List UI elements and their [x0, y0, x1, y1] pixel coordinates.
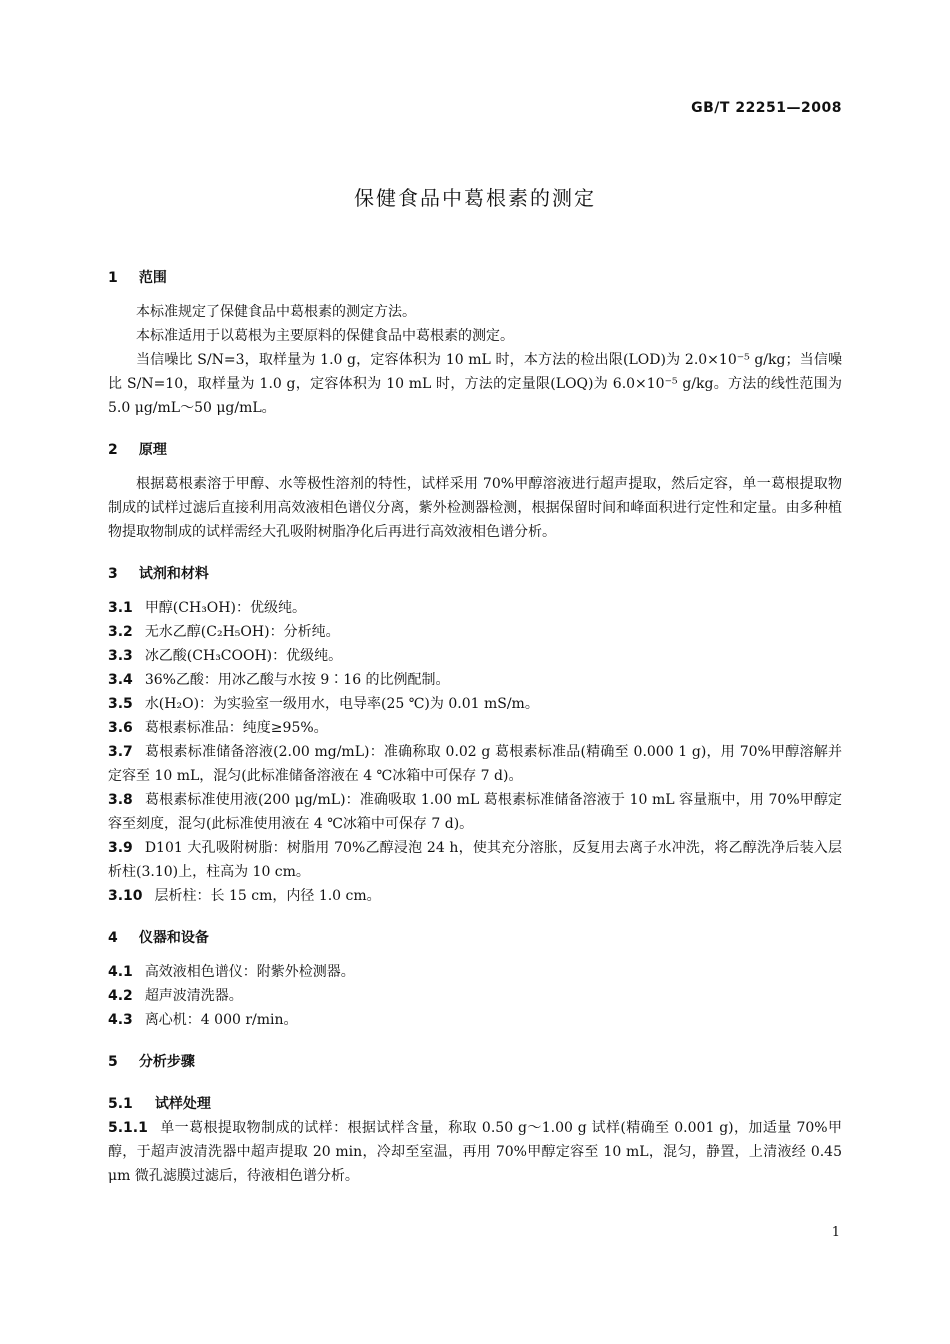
list-item	[108, 620, 842, 644]
item-number: 3.5	[108, 696, 133, 712]
item-number: 3.3	[108, 648, 133, 664]
item-text: 单一葛根提取物制成的试样：根据试样含量，称取 0.50 g～1.00 g 试样(精确至 0.001 g)，加适量 70%甲醇，于超声波清洗器中超声提取 20 min，冷却至室温，再用 70%甲醇定容至 10 mL，混匀，静置，上清液经 0.45 μm 微孔滤膜过滤后，待液相色谱分析。	[108, 1120, 842, 1184]
list-item	[108, 716, 842, 740]
section-heading-procedure	[108, 1050, 842, 1074]
page-title: 保健食品中葛根素的测定	[354, 186, 596, 210]
item-number: 4.2	[108, 988, 133, 1004]
list-item	[108, 596, 842, 620]
subsection-heading	[108, 1092, 842, 1116]
item-number: 3.9	[108, 840, 133, 856]
standard-code: GB/T 22251—2008	[691, 100, 842, 116]
item-text: 葛根素标准储备溶液(2.00 mg/mL)：准确称取 0.02 g 葛根素标准品(精确至 0.000 1 g)，用 70%甲醇溶解并定容至 10 mL，混匀(此标准储备溶液在 4 ℃冰箱中可保存 7 d)。	[108, 744, 842, 784]
item-number: 3.4	[108, 672, 133, 688]
item-number: 3.8	[108, 792, 133, 808]
section-title: 原理	[138, 442, 167, 458]
item-text: 36%乙酸：用冰乙酸与水按 9∶16 的比例配制。	[144, 672, 450, 688]
item-text: 葛根素标准使用液(200 μg/mL)：准确吸取 1.00 mL 葛根素标准储备溶液于 10 mL 容量瓶中，用 70%甲醇定容至刻度，混匀(此标准使用液在 4 ℃冰箱中可保存 7 d)。	[108, 792, 842, 832]
section-number: 3	[108, 566, 118, 582]
item-text: 超声波清洗器。	[144, 988, 243, 1004]
item-text: 无水乙醇(C₂H₅OH)：分析纯。	[144, 624, 340, 640]
item-number: 4.1	[108, 964, 133, 980]
list-item	[108, 836, 842, 884]
list-item	[108, 984, 842, 1008]
list-item	[108, 692, 842, 716]
section-title: 试剂和材料	[138, 566, 209, 582]
section-number: 2	[108, 442, 118, 458]
section-heading-reagents	[108, 562, 842, 586]
list-item	[108, 644, 842, 668]
list-item	[108, 1008, 842, 1032]
item-text: D101 大孔吸附树脂：树脂用 70%乙醇浸泡 24 h，使其充分溶胀，反复用去离子水冲洗，将乙醇洗净后装入层析柱(3.10)上，柱高为 10 cm。	[108, 840, 842, 880]
item-number: 3.7	[108, 744, 133, 760]
page-number: 1	[831, 1225, 840, 1240]
item-text: 冰乙酸(CH₃COOH)：优级纯。	[144, 648, 343, 664]
subsection-title: 试样处理	[154, 1096, 211, 1112]
item-number: 3.6	[108, 720, 133, 736]
section-heading-principle	[108, 438, 842, 462]
list-item	[108, 788, 842, 836]
list-item	[108, 1116, 842, 1188]
paragraph: 本标准适用于以葛根为主要原料的保健食品中葛根素的测定。	[136, 328, 514, 344]
section-heading-apparatus	[108, 926, 842, 950]
item-text: 高效液相色谱仪：附紫外检测器。	[144, 964, 355, 980]
item-text: 离心机：4 000 r/min。	[144, 1012, 298, 1028]
item-number: 3.2	[108, 624, 133, 640]
item-text: 层析柱：长 15 cm，内径 1.0 cm。	[154, 888, 381, 904]
item-number: 4.3	[108, 1012, 133, 1028]
item-number: 5.1.1	[108, 1120, 148, 1136]
list-item	[108, 884, 842, 908]
item-text: 水(H₂O)：为实验室一级用水，电导率(25 ℃)为 0.01 mS/m。	[144, 696, 539, 712]
item-number: 3.10	[108, 888, 143, 904]
list-item	[108, 668, 842, 692]
section-title: 范围	[138, 270, 167, 286]
item-number: 3.1	[108, 600, 133, 616]
paragraph: 根据葛根素溶于甲醇、水等极性溶剂的特性，试样采用 70%甲醇溶液进行超声提取，然后定容，单一葛根提取物制成的试样过滤后直接利用高效液相色谱仪分离，紫外检测器检测，根据保留时间和峰面积进行定性和定量。由多种植物提取物制成的试样需经大孔吸附树脂净化后再进行高效液相色谱分析。	[108, 476, 842, 540]
paragraph: 当信噪比 S/N=3，取样量为 1.0 g，定容体积为 10 mL 时，本方法的检出限(LOD)为 2.0×10⁻⁵ g/kg；当信噪比 S/N=10，取样量为 1.0 g，定容体积为 10 mL 时，方法的定量限(LOQ)为 6.0×10⁻⁵ g/kg。方法的线性范围为 5.0 μg/mL～50 μg/mL。	[108, 352, 842, 416]
list-item	[108, 740, 842, 788]
list-item	[108, 960, 842, 984]
subsection-number: 5.1	[108, 1096, 133, 1112]
section-number: 1	[108, 270, 118, 286]
section-number: 5	[108, 1054, 118, 1070]
paragraph: 本标准规定了保健食品中葛根素的测定方法。	[136, 304, 416, 320]
item-text: 葛根素标准品：纯度≥95%。	[144, 720, 328, 736]
section-number: 4	[108, 930, 118, 946]
section-heading-scope	[108, 266, 842, 290]
item-text: 甲醇(CH₃OH)：优级纯。	[144, 600, 306, 616]
section-title: 仪器和设备	[138, 930, 209, 946]
section-title: 分析步骤	[138, 1054, 195, 1070]
document-body	[108, 256, 842, 1188]
